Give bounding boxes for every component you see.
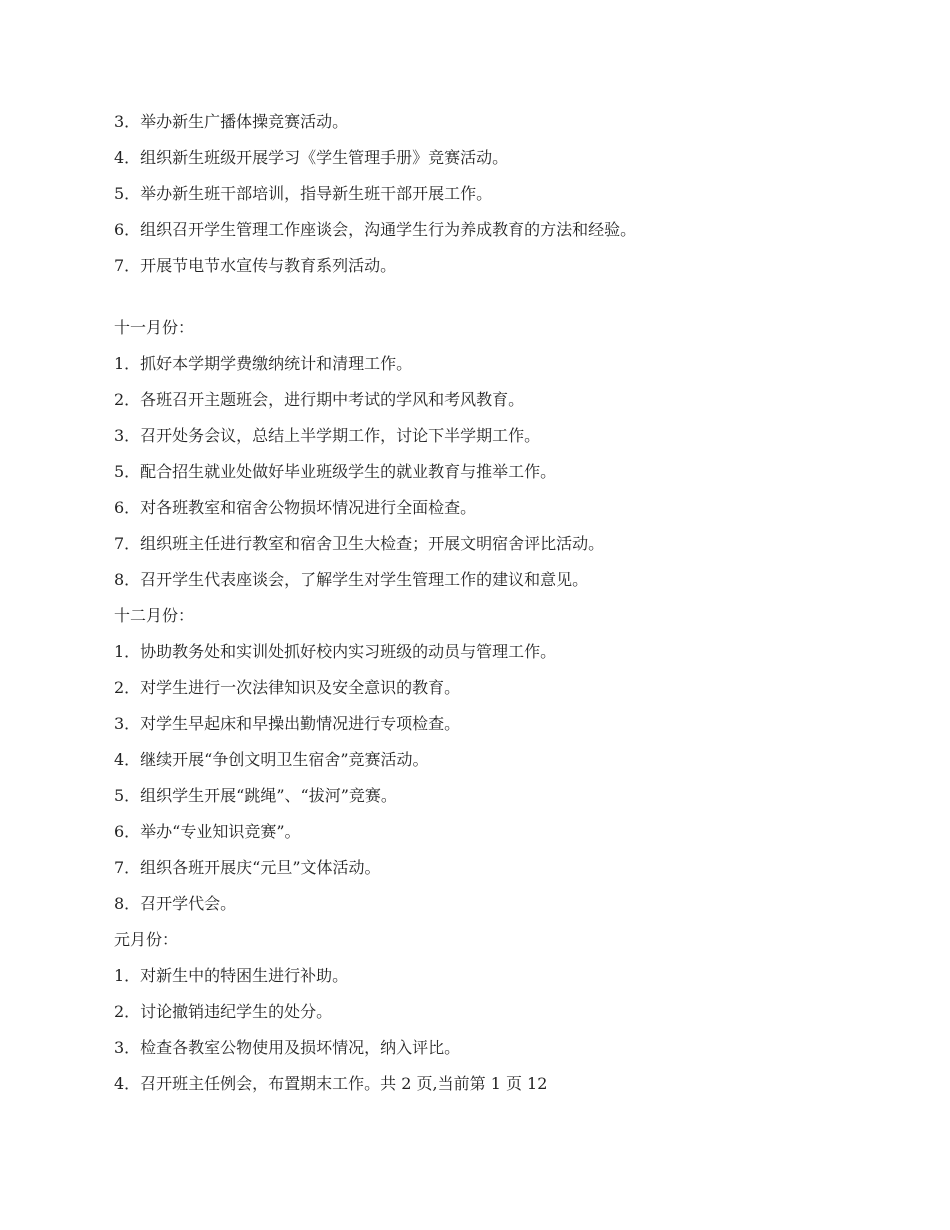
list-item: 3．对学生早起床和早操出勤情况进行专项检查。: [114, 714, 461, 733]
section-spacer: [114, 292, 894, 318]
list-item: 5．举办新生班干部培训，指导新生班干部开展工作。: [114, 184, 493, 203]
list-item: 3．召开处务会议，总结上半学期工作，讨论下半学期工作。: [114, 426, 541, 445]
list-item: 2．各班召开主题班会，进行期中考试的学风和考风教育。: [114, 390, 525, 409]
section-heading-january: 元月份：: [114, 930, 179, 949]
list-item: 1．抓好本学期学费缴纳统计和清理工作。: [114, 354, 413, 373]
list-item: 2．对学生进行一次法律知识及安全意识的教育。: [114, 678, 461, 697]
section-heading-december: 十二月份：: [114, 606, 195, 625]
list-item: 4．组织新生班级开展学习《学生管理手册》竞赛活动。: [114, 148, 509, 167]
list-item: 8．召开学生代表座谈会，了解学生对学生管理工作的建议和意见。: [114, 570, 589, 589]
document-body: [114, 112, 894, 1110]
list-item: 6．对各班教室和宿舍公物损坏情况进行全面检查。: [114, 498, 477, 517]
list-item: 1．协助教务处和实训处抓好校内实习班级的动员与管理工作。: [114, 642, 557, 661]
list-item: 5．配合招生就业处做好毕业班级学生的就业教育与推举工作。: [114, 462, 557, 481]
section-heading-november: 十一月份：: [114, 318, 195, 337]
list-item: 3．检查各教室公物使用及损坏情况，纳入评比。: [114, 1038, 461, 1057]
list-item: 6．举办“专业知识竞赛”。: [114, 822, 301, 841]
list-item: 1．对新生中的特困生进行补助。: [114, 966, 349, 985]
list-item: 7．开展节电节水宣传与教育系列活动。: [114, 256, 397, 275]
list-item: 4．继续开展“争创文明卫生宿舍”竞赛活动。: [114, 750, 429, 769]
list-item: 2．讨论撤销违纪学生的处分。: [114, 1002, 333, 1021]
list-item: 8．召开学代会。: [114, 894, 237, 913]
list-item: 7．组织各班开展庆“元旦”文体活动。: [114, 858, 381, 877]
list-item: 7．组织班主任进行教室和宿舍卫生大检查；开展文明宿舍评比活动。: [114, 534, 605, 553]
list-item: 3．举办新生广播体操竞赛活动。: [114, 112, 349, 131]
list-item: 4．召开班主任例会，布置期末工作。共 2 页,当前第 1 页 12: [114, 1074, 548, 1093]
list-item: 6．组织召开学生管理工作座谈会，沟通学生行为养成教育的方法和经验。: [114, 220, 637, 239]
list-item: 5．组织学生开展“跳绳”、“拔河”竞赛。: [114, 786, 397, 805]
